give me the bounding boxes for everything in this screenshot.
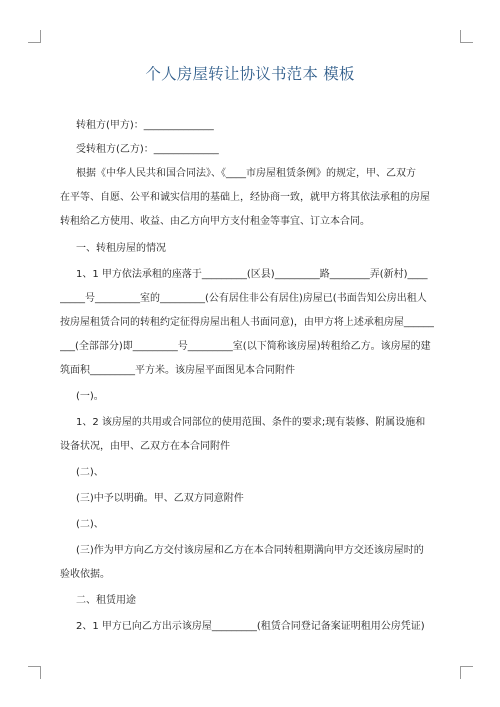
paragraph-line: 1、1 甲方依法承租的座落于_________(区县)_________路________弄(新村)____ bbox=[76, 269, 428, 280]
paragraph-line: 在平等、自愿、公平和诚实信用的基础上，经协商一致，就甲方将其依法承租的房屋 bbox=[60, 192, 430, 203]
section-heading: 二、租赁用途 bbox=[76, 595, 136, 606]
paragraph-line: 1、2 该房屋的共用或合同部位的使用范围、条件的要求;现有装修、附属设施和 bbox=[76, 417, 426, 428]
paragraph-line: (三)中予以明确。甲、乙双方同意附件 bbox=[76, 493, 244, 504]
sublessor-party-a-line: 转租方(甲方)：______________ bbox=[76, 120, 214, 131]
crop-mark-bottom-left bbox=[28, 666, 41, 679]
document-page bbox=[60, 0, 440, 707]
crop-mark-top-left bbox=[28, 30, 41, 43]
paragraph-line: 根据《中华人民共和国合同法》、《____市房屋租赁条例》的规定，甲、乙双方 bbox=[76, 168, 416, 179]
section-heading: 一、转租房屋的情况 bbox=[76, 243, 166, 254]
paragraph-line: _____号_________室的_________(公有居住非公有居住)房屋已(书面告知公房出租人 bbox=[60, 293, 427, 304]
paragraph-line: 2、1 甲方已向乙方出示该房屋_________(租赁合同登记备案证明租用公房凭证) bbox=[76, 621, 425, 632]
sublessee-party-b-line: 受转租方(乙方)：_____________ bbox=[76, 144, 219, 155]
crop-mark-bottom-right bbox=[460, 666, 473, 679]
paragraph-line: 验收依据。 bbox=[60, 569, 110, 580]
crop-mark-top-right bbox=[460, 30, 473, 43]
paragraph-line: 筑面积_________平方米。该房屋平面图见本合同附件 bbox=[60, 365, 295, 376]
paragraph-line: (一)。 bbox=[76, 391, 104, 402]
document-title: 个人房屋转让协议书范本 模板 bbox=[145, 65, 355, 83]
paragraph-line: (二)、 bbox=[76, 519, 104, 530]
paragraph-line: ___(全部部分)即_________号_________室(以下简称该房屋)转租给乙方。该房屋的建 bbox=[60, 341, 431, 352]
paragraph-line: 按房屋租赁合同的转租约定征得房屋出租人书面同意)，由甲方将上述承租房屋______ bbox=[60, 317, 434, 328]
paragraph-line: (二)、 bbox=[76, 467, 104, 478]
paragraph-line: 转租给乙方使用、收益、由乙方向甲方支付租金等事宜、订立本合同。 bbox=[60, 216, 370, 227]
paragraph-line: (三)作为甲方向乙方交付该房屋和乙方在本合同转租期满向甲方交还该房屋时的 bbox=[76, 545, 424, 556]
paragraph-line: 设备状况，由甲、乙双方在本合同附件 bbox=[60, 441, 230, 452]
